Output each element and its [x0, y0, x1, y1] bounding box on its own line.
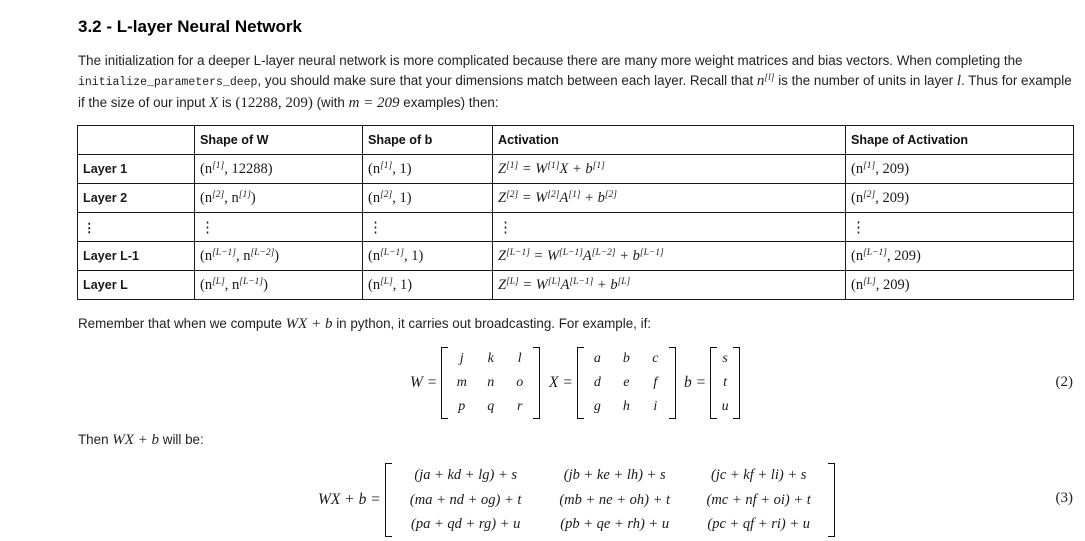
cell-sa — [846, 184, 1074, 213]
superscript: [1] — [380, 160, 393, 171]
superscript: [L−1] — [212, 247, 236, 258]
cell-w — [195, 155, 363, 184]
math-part: ) — [263, 276, 268, 293]
result-matrix-group — [318, 463, 835, 537]
matrix-entry: h — [622, 399, 630, 414]
intro-text-7: examples) then: — [403, 95, 499, 110]
wx-plus-b-expr: WX + b — [285, 316, 333, 332]
vector-b — [710, 347, 740, 419]
cell-sa — [846, 242, 1074, 271]
then-expr: WX + b — [112, 432, 160, 448]
w-label: W = — [410, 374, 438, 391]
matrix-entry: k — [487, 351, 494, 366]
math-part: , 209) — [875, 189, 910, 206]
superscript: [L] — [863, 276, 876, 287]
math-part: , n — [224, 189, 239, 206]
math-part: (n — [368, 160, 381, 177]
dimensions-table — [77, 125, 1074, 300]
math-part: , 1) — [392, 160, 412, 177]
math-part: , 209) — [875, 276, 910, 293]
matrix-entry: o — [516, 375, 524, 390]
row-label: Layer L-1 — [78, 242, 195, 271]
header-shape-w: Shape of W — [195, 126, 363, 155]
table-header-row — [78, 126, 1074, 155]
matrix-entry: e — [623, 375, 630, 390]
matrix-entry: g — [593, 399, 601, 414]
cell-act: Z[1] = W[1]X + b[1] — [493, 155, 846, 184]
matrix-x — [577, 347, 676, 419]
matrix-entry: (pb + qe + rh) + u — [560, 516, 670, 532]
intro-text-2: , you should make sure that your dimensions match between each layer. Recall that — [257, 73, 754, 88]
header-activation: Activation — [493, 126, 846, 155]
math-part: , n — [235, 247, 251, 264]
matrix-entry: (pc + qf + ri) + u — [707, 516, 811, 532]
intro-text-6: (with — [316, 95, 345, 110]
cell-b — [363, 155, 493, 184]
superscript: [L] — [212, 276, 225, 287]
math-part: (n — [200, 189, 213, 206]
matrix-w-group — [410, 347, 540, 419]
math-part: , 1) — [392, 189, 412, 206]
superscript: [L−1] — [380, 247, 404, 258]
cell-sa: ⋮ — [846, 213, 1074, 242]
matrix-entry: n — [487, 375, 495, 390]
function-name-code: initialize_parameters_deep — [78, 76, 258, 89]
table-row — [78, 155, 1074, 184]
math-part: (n — [851, 160, 864, 177]
matrix-entry: (ja + kd + lg) + s — [414, 467, 518, 483]
superscript: [2] — [212, 189, 225, 200]
matrix-entry: (jb + ke + lh) + s — [563, 467, 666, 483]
matrix-entry: (pa + qd + rg) + u — [411, 516, 521, 532]
matrix-entry: a — [593, 351, 601, 366]
m-equation: m = 209 — [348, 95, 400, 111]
result-label: WX + b = — [318, 490, 381, 508]
header-empty — [78, 126, 195, 155]
input-shape: (12288, 209) — [235, 95, 313, 111]
header-shape-b: Shape of b — [363, 126, 493, 155]
intro-text-4: . Thus for example if the size of our input — [78, 73, 1072, 110]
matrix-entry: (jc + kf + li) + s — [710, 467, 807, 483]
cell-act: Z[L] = W[L]A[L−1] + b[L] — [493, 271, 846, 300]
math-part: , 209) — [875, 160, 910, 177]
superscript: [2] — [380, 189, 393, 200]
matrix-entry: l — [517, 351, 522, 366]
math-part: , n — [224, 276, 240, 293]
cell-w — [195, 184, 363, 213]
l-symbol: l — [956, 73, 962, 89]
table-row — [78, 271, 1074, 300]
intro-text-3: is the number of units in layer — [778, 73, 954, 88]
section-title: 3.2 - L-layer Neural Network — [78, 17, 302, 36]
row-label: Layer 1 — [78, 155, 195, 184]
math-part: (n — [200, 247, 213, 264]
matrix-entry: (mb + ne + oh) + t — [559, 491, 671, 508]
cell-act: Z[L−1] = W[L−1]A[L−2] + b[L−1] — [493, 242, 846, 271]
cell-sa — [846, 155, 1074, 184]
matrix-entry: u — [721, 399, 729, 414]
then-text-1: Then — [78, 432, 109, 447]
math-part: ) — [250, 189, 256, 206]
matrix-entry: f — [653, 375, 658, 390]
superscript: [L−1] — [863, 247, 887, 258]
superscript: [2] — [863, 189, 876, 200]
row-label: Layer 2 — [78, 184, 195, 213]
superscript: [L−1] — [239, 276, 264, 287]
matrix-entry: m — [456, 375, 467, 390]
equation-number-2: (2) — [1055, 374, 1073, 390]
matrix-entry: (mc + nf + oi) + t — [706, 491, 811, 508]
row-label: ⋮ — [78, 213, 195, 242]
b-label: b = — [684, 374, 707, 391]
intro-paragraph — [78, 51, 1073, 113]
math-part: (n — [851, 189, 864, 206]
intro-text-1: The initialization for a deeper L-layer neural network is more complicated because there are many more weight matrices and bias vectors. When completing the — [78, 53, 1023, 68]
matrix-entry: i — [653, 399, 658, 414]
cell-w — [195, 271, 363, 300]
superscript: [1] — [238, 189, 251, 200]
math-part: (n — [851, 276, 864, 293]
math-part: ) — [274, 247, 280, 264]
superscript: [1] — [863, 160, 876, 171]
superscript: [L] — [380, 276, 393, 287]
matrix-x-group — [549, 347, 676, 419]
superscript: [1] — [212, 160, 225, 171]
cell-b — [363, 271, 493, 300]
matrix-entry: q — [487, 399, 495, 414]
matrix-entry: s — [722, 351, 728, 366]
matrix-entry: (ma + nd + og) + t — [409, 491, 522, 508]
math-part: , 1) — [392, 276, 413, 293]
then-text-2: will be: — [162, 432, 204, 447]
math-part: (n — [368, 276, 381, 293]
superscript: [L−2] — [250, 247, 275, 258]
cell-sa — [846, 271, 1074, 300]
matrix-entry: r — [517, 399, 523, 414]
result-matrix — [385, 463, 835, 537]
equation-number-3: (3) — [1055, 490, 1073, 506]
math-part: (n — [368, 189, 381, 206]
then-text — [78, 432, 204, 449]
matrix-w — [441, 347, 540, 419]
cell-act: Z[2] = W[2]A[1] + b[2] — [493, 184, 846, 213]
math-part: , 1) — [403, 247, 424, 264]
broadcast-note — [78, 316, 651, 333]
matrix-entry: b — [622, 351, 630, 366]
vector-b-group — [684, 347, 740, 419]
remember-text-2: in python, it carries out broadcasting. For example, if: — [336, 316, 652, 331]
table-row — [78, 242, 1074, 271]
cell-w: ⋮ — [195, 213, 363, 242]
cell-b — [363, 242, 493, 271]
table-row — [78, 184, 1074, 213]
matrix-entry: d — [593, 375, 601, 390]
matrix-entry: p — [458, 399, 466, 414]
math-part: , 12288) — [224, 160, 273, 177]
matrix-entry: c — [652, 351, 659, 366]
row-label: Layer L — [78, 271, 195, 300]
header-shape-activation: Shape of Activation — [846, 126, 1074, 155]
math-part: (n — [200, 160, 213, 177]
math-part: (n — [200, 276, 213, 293]
matrix-entry: j — [459, 351, 464, 366]
cell-act: ⋮ — [493, 213, 846, 242]
table-row — [78, 213, 1074, 242]
x-symbol: X — [209, 95, 219, 111]
math-part: , 209) — [886, 247, 921, 264]
cell-b: ⋮ — [363, 213, 493, 242]
math-part: (n — [851, 247, 864, 264]
remember-text-1: Remember that when we compute — [78, 316, 282, 331]
math-part: (n — [368, 247, 381, 264]
cell-b — [363, 184, 493, 213]
x-label: X = — [549, 374, 573, 391]
cell-w — [195, 242, 363, 271]
matrix-entry: t — [723, 375, 728, 390]
intro-text-5: is — [221, 95, 232, 110]
n-l-symbol: n[l] — [756, 73, 775, 89]
